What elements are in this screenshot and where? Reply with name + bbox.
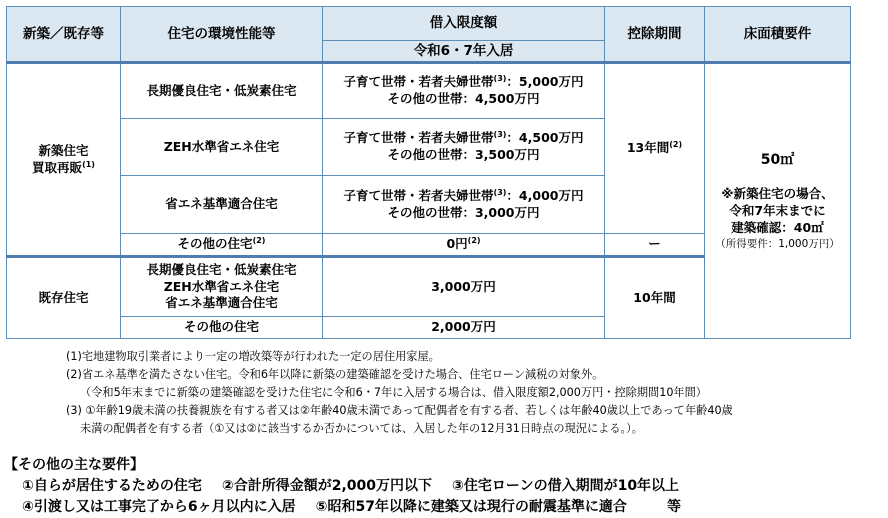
header-new-existing: 新築／既存等 <box>7 7 121 63</box>
existing-type: ZEH水準省エネ住宅 <box>163 278 280 294</box>
type-energy-standard: 省エネ基準適合住宅 <box>121 176 323 234</box>
floor-area-requirement <box>705 63 851 339</box>
type-zeh: ZEH水準省エネ住宅 <box>121 119 323 176</box>
footnote-ref: (3) <box>493 129 507 139</box>
housing-loan-table <box>6 6 851 339</box>
footnote-2-detail: （令和5年末までに新築の建築確認を受けた住宅に令和6・7年に入居する場合は、借入限度額2,000万円・控除期間10年間） <box>80 386 707 399</box>
requirement-4: ④引渡し又は工事完了から6ヶ月以内に入居 <box>22 499 296 515</box>
limit-family-label: 子育て世帯・若者夫婦世帯 <box>343 187 494 203</box>
existing-types <box>121 257 323 317</box>
limit-family-value: ：4,000万円 <box>506 187 584 203</box>
footnote-3: (3) ①年齢19歳未満の扶養親族を有する者又は②年齢40歳未満であって配偶者を有する者、若しくは年齢40歳以上であって年齢40歳 <box>66 404 733 417</box>
limit-family-label: 子育て世帯・若者夫婦世帯 <box>343 74 494 90</box>
limit-other-household: その他の世帯：3,500万円 <box>387 147 540 162</box>
footnote-ref: (2) <box>467 235 481 245</box>
requirement-5: ⑤昭和57年以降に建築又は現行の耐震基準に適合 <box>315 499 627 515</box>
floor-area-note: 建築確認：40㎡ <box>731 219 824 235</box>
requirement-2: ②合計所得金額が2,000万円以下 <box>221 478 432 494</box>
floor-area-note: ※新築住宅の場合、 <box>721 186 834 202</box>
header-loan-limit: 借入限度額 <box>323 7 605 41</box>
other-type-label: その他の住宅 <box>177 236 253 252</box>
new-housing-label <box>7 63 121 257</box>
footnote-ref: (1) <box>82 159 95 169</box>
requirement-1: ①自らが居住するための住宅 <box>22 478 202 494</box>
requirement-suffix: 等 <box>666 499 681 515</box>
limit-other-new <box>323 234 605 257</box>
requirement-3: ③住宅ローンの借入期間が10年以上 <box>452 478 680 494</box>
floor-area-main: 50㎡ <box>760 152 795 169</box>
footnote-ref: (3) <box>493 73 507 83</box>
footnote-2: (2)省エネ基準を満たさない住宅。令和6年以降に新築の建築確認を受けた場合、住宅ローン減税の対象外。 <box>66 368 604 381</box>
new-housing-label-line1: 新築住宅 <box>38 142 89 158</box>
existing-limit: 3,000万円 <box>323 257 605 317</box>
floor-area-note: 令和7年末までに <box>729 202 826 218</box>
requirements-title: 【その他の主な要件】 <box>4 457 144 473</box>
limit-other-household: その他の世帯：3,000万円 <box>387 204 540 220</box>
footnote-ref: (2) <box>252 235 266 245</box>
footnote-ref: (3) <box>493 187 507 197</box>
header-floor-area: 床面積要件 <box>705 7 851 63</box>
type-other-new <box>121 234 323 257</box>
existing-housing-label: 既存住宅 <box>7 257 121 339</box>
period-other-new: ー <box>605 234 705 257</box>
type-long-term-quality: 長期優良住宅・低炭素住宅 <box>121 63 323 119</box>
new-housing-period <box>605 63 705 234</box>
header-deduction-period: 控除期間 <box>605 7 705 63</box>
limit-family-value: ：4,500万円 <box>506 130 584 146</box>
header-loan-limit-sub: 令和6・7年入居 <box>323 41 605 63</box>
existing-other-limit: 2,000万円 <box>323 317 605 339</box>
limit-family-label: 子育て世帯・若者夫婦世帯 <box>343 130 494 146</box>
other-limit-value: 0円 <box>446 236 468 252</box>
header-env-performance: 住宅の環境性能等 <box>121 7 323 63</box>
footnote-1: (1)宅地建物取引業者により一定の増改築等が行われた一定の居住用家屋。 <box>66 350 440 363</box>
footnote-3-cont: 未満の配偶者を有する者（①又は②に該当するか否かについては、入居した年の12月31日時点の現況による。）。 <box>80 422 643 435</box>
footnotes <box>66 348 733 438</box>
existing-type: 長期優良住宅・低炭素住宅 <box>146 261 297 277</box>
income-requirement: （所得要件：1,000万円） <box>715 237 840 250</box>
limit-energy-standard <box>323 176 605 234</box>
new-housing-label-line2: 買取再販 <box>32 159 83 175</box>
period-value: 13年間 <box>626 140 670 156</box>
limit-family-value: ：5,000万円 <box>506 74 584 90</box>
other-requirements <box>4 455 681 518</box>
limit-zeh <box>323 119 605 176</box>
limit-other-household: その他の世帯：4,500万円 <box>387 91 540 106</box>
footnote-ref: (2) <box>669 139 683 149</box>
existing-period: 10年間 <box>605 257 705 339</box>
limit-long-term-quality <box>323 63 605 119</box>
existing-other-type: その他の住宅 <box>121 317 323 339</box>
existing-type: 省エネ基準適合住宅 <box>165 295 278 311</box>
